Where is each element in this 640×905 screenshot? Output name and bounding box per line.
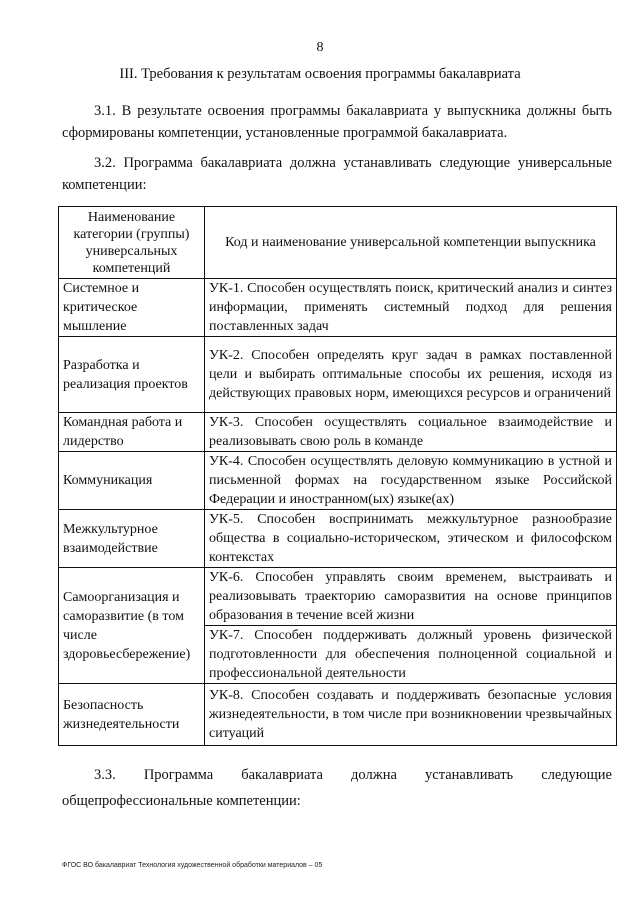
table-header-row (59, 207, 617, 279)
section-heading: III. Требования к результатам освоения программы бакалавриата (119, 66, 521, 82)
competency-cell: УК-4. Способен осуществлять деловую коммуникацию в устной и письменной формах на государственном языке Российской Федерации и иностранном(ых) языке(ах) (205, 452, 617, 510)
header-code-cell: Код и наименование универсальной компетенции выпускника (205, 207, 617, 279)
competency-cell: УК-1. Способен осуществлять поиск, критический анализ и синтез информации, применять системный подход для решения поставленных задач (205, 279, 617, 337)
category-cell: Командная работа и лидерство (59, 413, 205, 452)
paragraph-3-1: 3.1. В результате освоения программы бакалавриата у выпускника должны быть сформированы компетенции, установленные программой бакалавриата. (62, 103, 612, 141)
category-cell: Самоорганизация и саморазвитие (в том числе здоровьесбережение) (59, 568, 205, 684)
competency-cell: УК-8. Способен создавать и поддерживать безопасные условия жизнедеятельности, в том числе при возникновении чрезвычайных ситуаций (205, 684, 617, 746)
competency-cell: УК-7. Способен поддерживать должный уровень физической подготовленности для обеспечения полноценной социальной и профессиональной деятельности (205, 626, 617, 684)
table-row (59, 279, 617, 337)
competency-cell: УК-6. Способен управлять своим временем, выстраивать и реализовывать траекторию саморазвития на основе принципов образования в течение всей жизни (205, 568, 617, 626)
competencies-table (58, 206, 617, 746)
table-row (59, 568, 617, 626)
category-cell: Разработка и реализация проектов (59, 337, 205, 413)
category-cell: Системное и критическое мышление (59, 279, 205, 337)
table-row (59, 413, 617, 452)
table-row (59, 452, 617, 510)
table-row (59, 510, 617, 568)
footer-text: ФГОС ВО бакалавриат Технология художественной обработки материалов – 05 (62, 862, 323, 869)
category-cell: Коммуникация (59, 452, 205, 510)
paragraph-3-3: 3.3. Программа бакалавриата должна устанавливать следующие общепрофессиональные компетенции: (62, 767, 612, 809)
category-cell: Межкультурное взаимодействие (59, 510, 205, 568)
table-row (59, 684, 617, 746)
competency-cell: УК-5. Способен воспринимать межкультурное разнообразие общества в социально-историческом, этическом и философском контекстах (205, 510, 617, 568)
category-cell: Безопасность жизнедеятельности (59, 684, 205, 746)
competency-cell: УК-2. Способен определять круг задач в рамках поставленной цели и выбирать оптимальные способы их решения, исходя из действующих правовых норм, имеющихся ресурсов и ограничений (205, 337, 617, 413)
competency-cell: УК-3. Способен осуществлять социальное взаимодействие и реализовывать свою роль в команде (205, 413, 617, 452)
paragraph-3-2: 3.2. Программа бакалавриата должна устанавливать следующие универсальные компетенции: (62, 155, 612, 193)
page-number: 8 (316, 40, 324, 55)
header-category-cell: Наименование категории (группы) универсальных компетенций (59, 207, 205, 279)
table-row (59, 337, 617, 413)
